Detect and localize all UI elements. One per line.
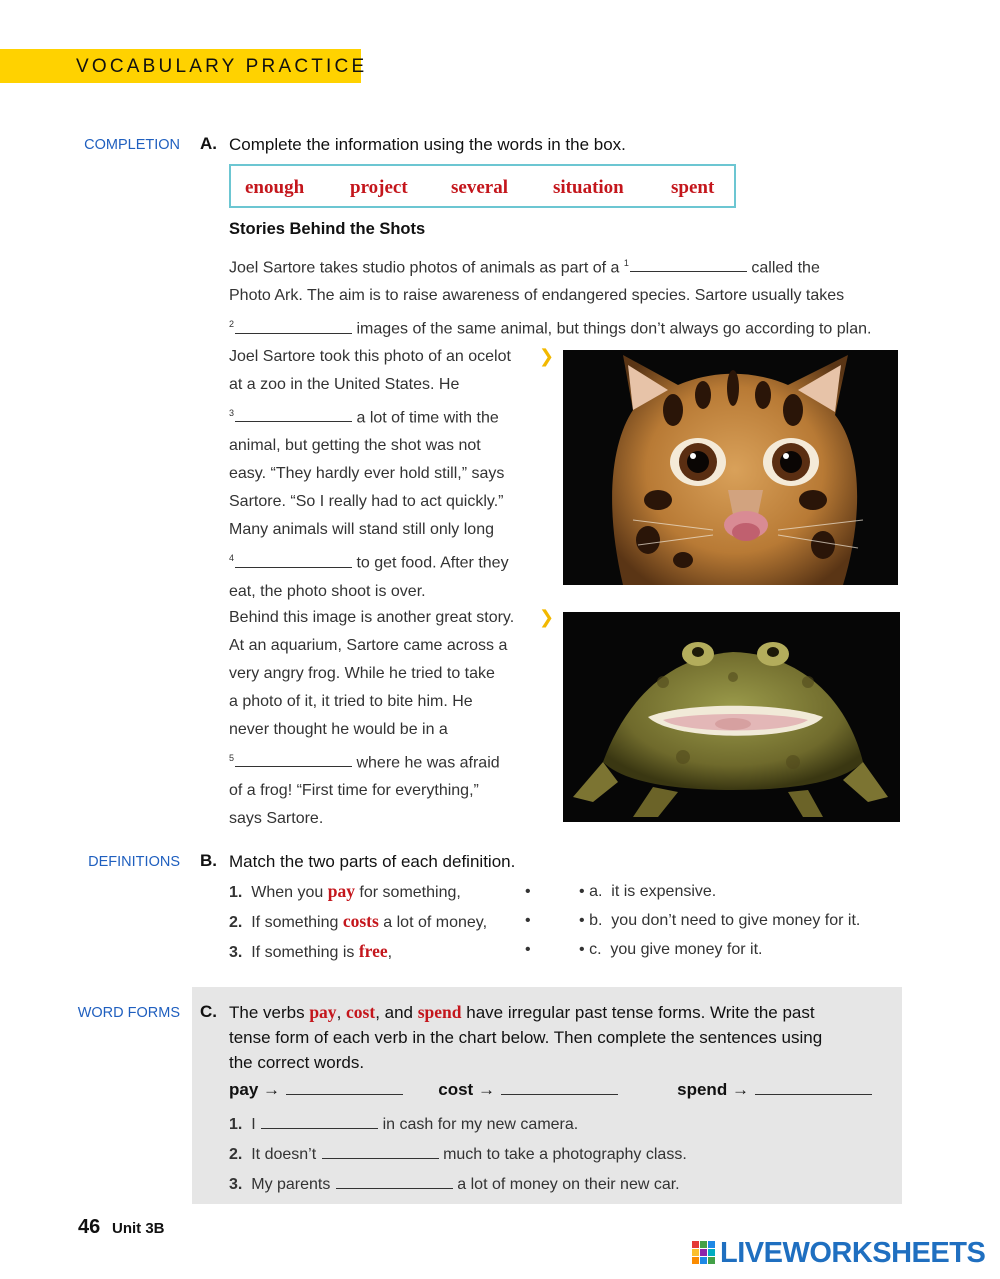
unit-label: Unit 3B	[112, 1220, 165, 1237]
left-match-dots	[525, 877, 531, 964]
liveworksheets-brand: LIVEWORKSHEETS	[720, 1237, 986, 1269]
definition-left-item: 3. If something is free,	[229, 941, 393, 961]
frog-paragraph: Behind this image is another great story. At an aquarium, Sartore came across a very angry frog. While he tried to take a photo of it, it tried to bite him. He never thought he would be in a $^5$ where he was afraid of a frog! “First time for everything,” says Sartore.	[229, 609, 515, 828]
chevron-right-icon: ❯	[539, 607, 555, 627]
word-box	[229, 164, 736, 208]
sentence-1-blank[interactable]	[261, 1114, 378, 1129]
word-forms-label: WORD FORMS	[77, 1005, 180, 1021]
sentence-2-blank[interactable]	[322, 1144, 439, 1159]
definition-left-item: 1. When you pay for something,	[229, 881, 461, 901]
section-c-instruction: The verbs pay, cost, and spend have irregular past tense forms. Write the past tense form of each verb in the chart below. Then complete the sentences using the correct words.	[229, 1002, 823, 1072]
definition-right-item: • c. you give money for it.	[579, 941, 763, 958]
sentence-list	[229, 1110, 687, 1200]
word-box-item: enough	[245, 177, 305, 198]
word-box-item: situation	[553, 177, 624, 198]
word-box-item: spent	[671, 177, 715, 198]
verb-cost-blank[interactable]	[501, 1080, 618, 1095]
blank-4[interactable]	[235, 553, 352, 568]
section-a-letter: A.	[200, 134, 217, 153]
section-c-letter: C.	[200, 1002, 217, 1021]
definitions-label: DEFINITIONS	[88, 854, 180, 870]
intro-paragraph: Joel Sartore takes studio photos of animals as part of a $^1$ called the Photo Ark. The aim is to raise awareness of endangered species. Sartore usually takes $^2$ images of the same animal, but things don’t always go according to plan.	[229, 258, 872, 338]
reading-subtitle: Stories Behind the Shots	[229, 220, 426, 238]
frog-photo	[563, 612, 900, 822]
verb-pay-blank[interactable]	[286, 1080, 403, 1095]
match-dot-right[interactable]: •	[579, 912, 585, 929]
section-b-letter: B.	[200, 851, 217, 870]
blank-3[interactable]	[235, 407, 352, 422]
verb-pay: pay →	[229, 1080, 281, 1099]
blank-1[interactable]	[630, 257, 747, 272]
verb-cost: cost →	[438, 1080, 495, 1099]
ocelot-paragraph: Joel Sartore took this photo of an ocelot at a zoo in the United States. He $^3$ a lot of time with the animal, but getting the shot was not easy. “They hardly ever hold still,” says Sartore. “So I really had to act quickly.” Many animals will stand still only long $^4$ to get food. After they eat, the photo shoot is over.	[229, 348, 511, 600]
word-box-item: several	[451, 177, 508, 198]
ocelot-photo	[563, 350, 898, 585]
liveworksheets-logo-icon	[692, 1241, 716, 1265]
sentence-item: 2. It doesn’t much to take a photography class.	[229, 1146, 687, 1163]
chevron-right-icon: ❯	[539, 346, 555, 366]
definition-left-list	[229, 877, 487, 967]
verb-chart	[229, 1080, 872, 1100]
sentence-3-blank[interactable]	[336, 1174, 453, 1189]
sentence-item: 3. My parents a lot of money on their new car.	[229, 1176, 680, 1193]
match-dot-right[interactable]: •	[579, 883, 585, 900]
page-number: 46	[78, 1216, 101, 1238]
blank-5[interactable]	[235, 752, 352, 767]
page-title: VOCABULARY PRACTICE	[76, 56, 368, 77]
match-dot-left[interactable]: •	[525, 912, 531, 929]
word-box-item: project	[350, 177, 408, 198]
definition-right-item: • b. you don’t need to give money for it.	[579, 912, 861, 929]
definition-right-list	[579, 877, 860, 964]
blank-2[interactable]	[235, 319, 352, 334]
definition-left-item: 2. If something costs a lot of money,	[229, 911, 488, 931]
section-b-instruction: Match the two parts of each definition.	[229, 852, 516, 871]
match-dot-right[interactable]: •	[579, 941, 585, 958]
sentence-item: 1. I in cash for my new camera.	[229, 1116, 579, 1133]
section-a-instruction: Complete the information using the words in the box.	[229, 135, 626, 154]
verb-spend-blank[interactable]	[755, 1080, 872, 1095]
completion-label: COMPLETION	[84, 137, 180, 153]
verb-spend: spend →	[677, 1080, 749, 1099]
definition-right-item: • a. it is expensive.	[579, 883, 717, 900]
match-dot-left[interactable]: •	[525, 883, 531, 900]
match-dot-left[interactable]: •	[525, 941, 531, 958]
